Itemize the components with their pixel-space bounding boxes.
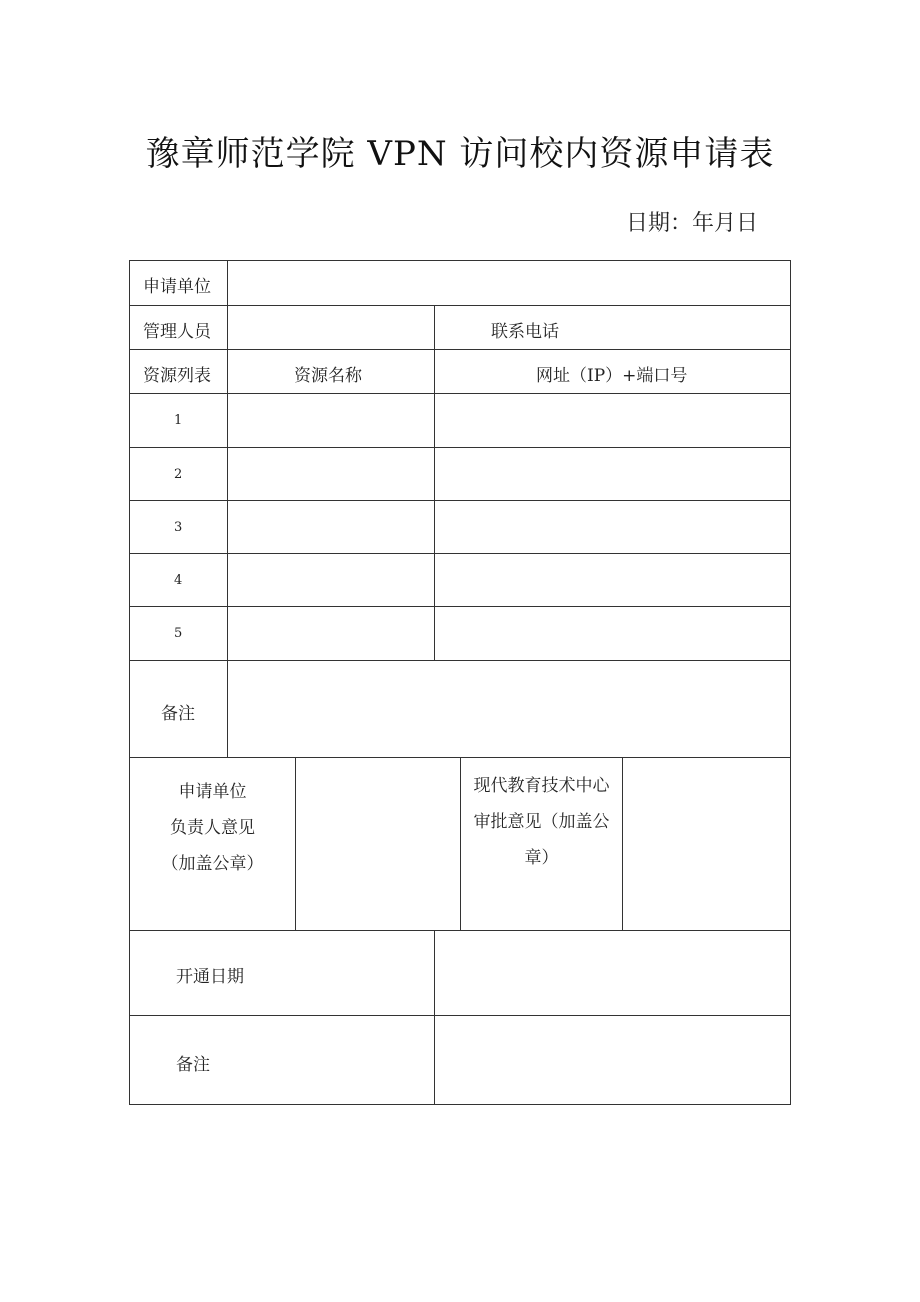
- row-number: 5: [174, 626, 183, 641]
- resource-name-field-3[interactable]: [228, 501, 434, 553]
- applicant-unit-label: 申请单位: [143, 277, 211, 297]
- applicant-unit-field[interactable]: [228, 261, 790, 305]
- manager-field[interactable]: [228, 306, 434, 349]
- resource-name-header: 资源名称: [294, 366, 362, 386]
- row-number: 2: [174, 467, 183, 482]
- resource-address-field-4[interactable]: [435, 554, 790, 606]
- row-number: 1: [174, 413, 183, 428]
- unit-opinion-field[interactable]: [296, 758, 460, 930]
- row-number: 3: [174, 520, 183, 535]
- open-date-label: 开通日期: [176, 967, 244, 987]
- resource-list-label: 资源列表: [143, 366, 211, 386]
- row-number: 4: [174, 573, 183, 588]
- phone-field[interactable]: [580, 306, 790, 349]
- resource-address-field-3[interactable]: [435, 501, 790, 553]
- resource-name-field-5[interactable]: [228, 607, 434, 660]
- date-label: 日期：年月日: [625, 211, 758, 236]
- form-title: 豫章师范学院 VPN 访问校内资源申请表: [145, 134, 775, 174]
- phone-label: 联系电话: [491, 322, 559, 342]
- resource-address-field-2[interactable]: [435, 448, 790, 500]
- address-header: 网址（IP）+端口号: [536, 366, 688, 386]
- remarks-field-2[interactable]: [435, 1016, 790, 1104]
- unit-opinion-label: 申请单位 负责人意见 （加盖公章）: [161, 782, 264, 874]
- remarks-label-2: 备注: [176, 1055, 210, 1075]
- resource-name-field-2[interactable]: [228, 448, 434, 500]
- remarks-label: 备注: [161, 704, 195, 724]
- open-date-field[interactable]: [435, 931, 790, 1015]
- center-opinion-field[interactable]: [623, 758, 790, 930]
- manager-label: 管理人员: [143, 322, 211, 342]
- remarks-field[interactable]: [228, 661, 790, 757]
- resource-name-field-1[interactable]: [228, 394, 434, 447]
- resource-name-field-4[interactable]: [228, 554, 434, 606]
- resource-address-field-1[interactable]: [435, 394, 790, 447]
- resource-address-field-5[interactable]: [435, 607, 790, 660]
- center-opinion-label: 现代教育技术中心 审批意见（加盖公 章）: [473, 776, 610, 868]
